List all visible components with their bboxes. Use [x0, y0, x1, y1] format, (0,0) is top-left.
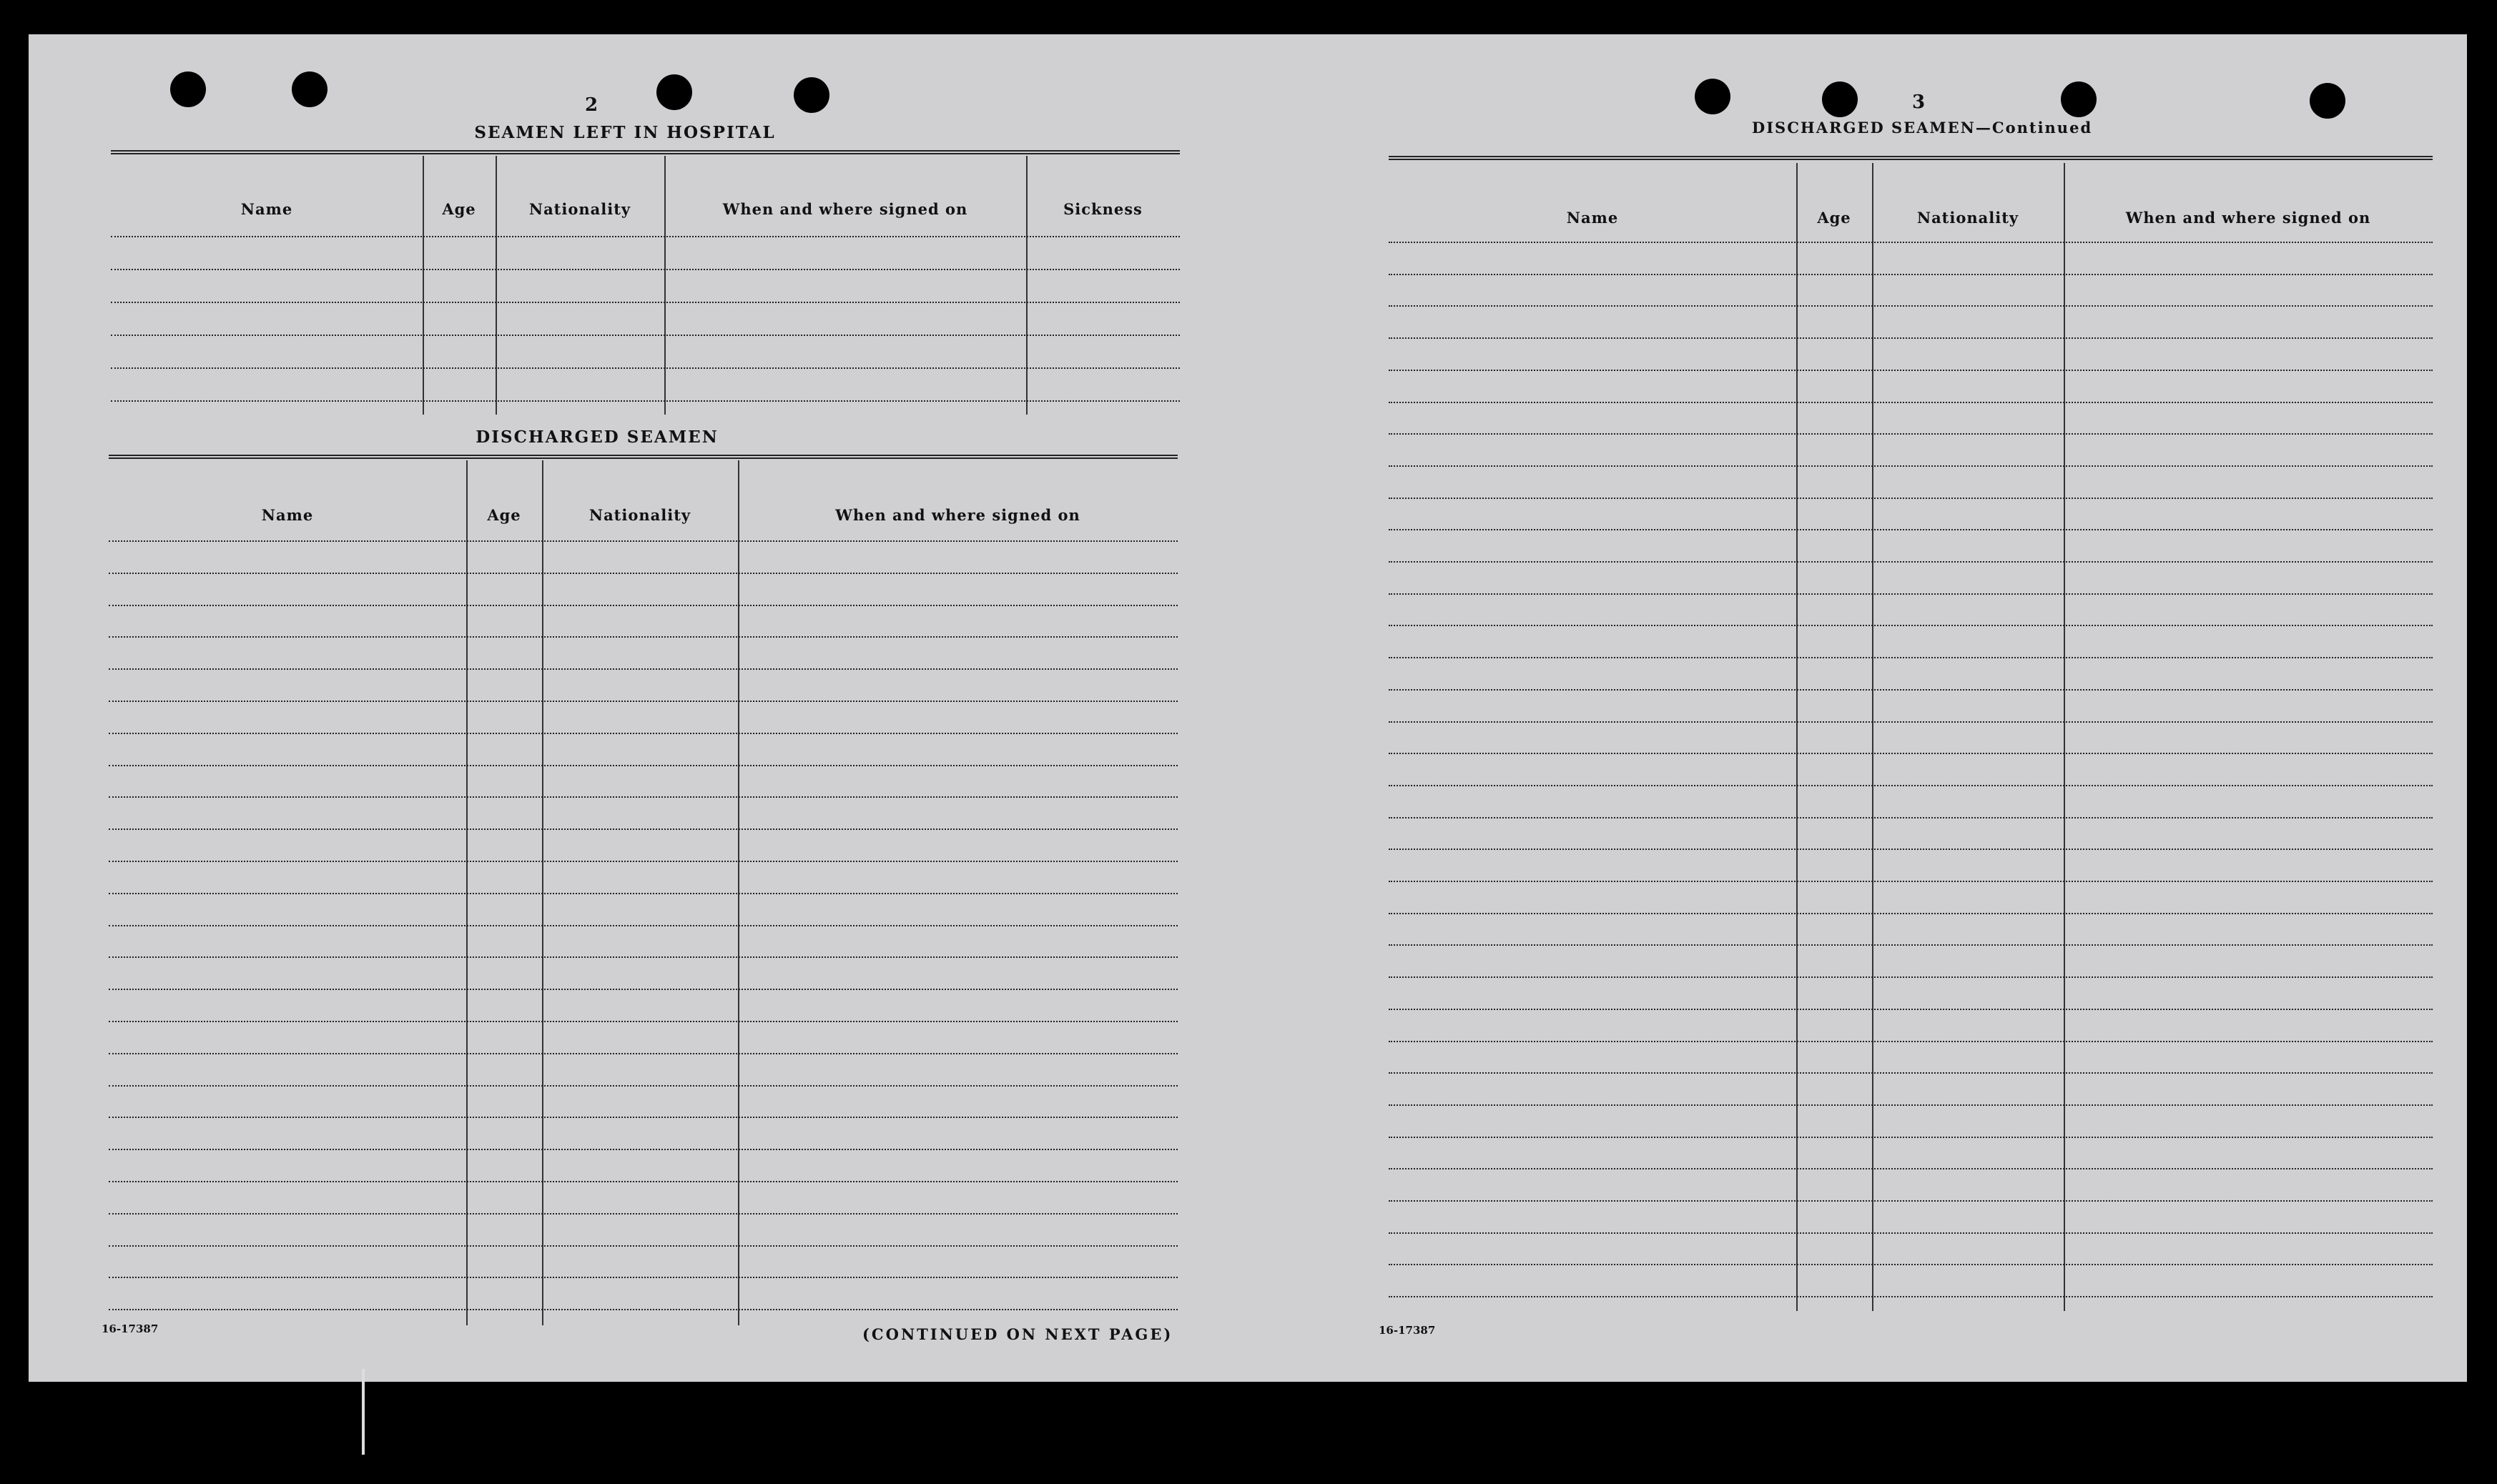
table-row-line	[1389, 1041, 2433, 1042]
table-row-line	[109, 636, 1178, 638]
column-header: When and where signed on	[835, 506, 1080, 524]
punch-hole	[1695, 79, 1730, 114]
column-divider	[2064, 163, 2065, 1311]
column-divider	[496, 156, 497, 415]
table-row-line	[109, 1117, 1178, 1118]
table-row-line	[1389, 881, 2433, 882]
punch-hole	[2310, 83, 2345, 119]
table-row-line	[1389, 689, 2433, 691]
column-header: When and where signed on	[722, 200, 968, 218]
table-row-line	[109, 925, 1178, 926]
table-row-line	[1389, 561, 2433, 563]
continued-note: (CONTINUED ON NEXT PAGE)	[862, 1325, 1173, 1343]
table-row-line	[1389, 402, 2433, 403]
table-row-line	[109, 1213, 1178, 1215]
table-row-line	[109, 668, 1178, 670]
table-row-line	[1389, 1072, 2433, 1074]
table-row-line	[109, 765, 1178, 766]
table-row-line	[1389, 657, 2433, 658]
table-row-line	[1389, 1009, 2433, 1010]
table-row-line	[1389, 1296, 2433, 1297]
table-row-line	[1389, 1200, 2433, 1202]
table-row-line	[1389, 721, 2433, 723]
column-divider	[423, 156, 424, 415]
table-row-line	[111, 400, 1180, 402]
table-row-line	[111, 302, 1180, 303]
column-divider	[1872, 163, 1873, 1311]
column-divider	[1796, 163, 1798, 1311]
table-row-line	[109, 1085, 1178, 1087]
punch-hole	[2061, 81, 2097, 117]
column-header: When and where signed on	[2125, 209, 2371, 227]
table-row-line	[1389, 1168, 2433, 1169]
hospital-table	[111, 156, 1180, 415]
table-row-line	[111, 335, 1180, 336]
table-row-line	[1389, 1104, 2433, 1106]
table-row-line	[109, 796, 1178, 798]
punch-hole	[170, 71, 206, 107]
form-number-left: 16-17387	[102, 1322, 159, 1335]
discharged-continued-table	[1389, 163, 2433, 1311]
column-header: Age	[487, 506, 521, 524]
table-row-line	[1389, 817, 2433, 818]
discharged-continued-top-rule	[1389, 156, 2433, 160]
table-row-line	[111, 269, 1180, 270]
table-row-line	[109, 893, 1178, 894]
column-header: Name	[1566, 209, 1619, 227]
table-row-line	[1389, 274, 2433, 275]
table-row-line	[111, 367, 1180, 369]
table-row-line	[109, 956, 1178, 958]
table-row-line	[109, 989, 1178, 990]
table-row-line	[1389, 370, 2433, 371]
column-header: Age	[442, 200, 476, 218]
table-row-line	[109, 828, 1178, 830]
table-row-line	[109, 733, 1178, 734]
table-row-line	[109, 1309, 1178, 1310]
form-number-right: 16-17387	[1379, 1324, 1436, 1337]
table-row-line	[109, 1277, 1178, 1278]
table-row-line	[109, 1021, 1178, 1022]
table-row-line	[1389, 465, 2433, 467]
table-row-line	[109, 540, 1178, 542]
table-row-line	[1389, 849, 2433, 850]
column-divider	[1026, 156, 1028, 415]
column-header: Nationality	[1916, 209, 2019, 227]
table-row-line	[1389, 529, 2433, 530]
table-row-line	[1389, 337, 2433, 339]
table-row-line	[1389, 753, 2433, 754]
table-row-line	[1389, 1137, 2433, 1138]
discharged-table	[109, 460, 1178, 1325]
page-number-left: 2	[585, 94, 599, 116]
punch-hole	[656, 74, 692, 110]
table-row-line	[1389, 593, 2433, 595]
binder-clip	[362, 1369, 365, 1455]
table-row-line	[1389, 498, 2433, 499]
column-divider	[664, 156, 666, 415]
discharged-continued-title: DISCHARGED SEAMEN—Continued	[1752, 119, 2093, 137]
page-number-right: 3	[1912, 91, 1926, 113]
table-row-line	[109, 1053, 1178, 1054]
table-row-line	[1389, 1264, 2433, 1265]
table-row-line	[109, 861, 1178, 862]
table-row-line	[111, 236, 1180, 237]
table-row-line	[109, 701, 1178, 702]
table-row-line	[1389, 785, 2433, 786]
column-header: Nationality	[588, 506, 691, 524]
table-row-line	[1389, 913, 2433, 914]
punch-hole	[292, 71, 327, 107]
table-row-line	[1389, 305, 2433, 307]
column-header: Name	[240, 200, 293, 218]
column-header: Age	[1817, 209, 1851, 227]
table-row-line	[109, 1149, 1178, 1150]
table-row-line	[1389, 1232, 2433, 1234]
table-row-line	[1389, 976, 2433, 978]
discharged-top-rule	[109, 455, 1178, 459]
punch-hole	[1822, 81, 1858, 117]
table-row-line	[1389, 433, 2433, 435]
hospital-top-rule	[111, 150, 1180, 154]
column-header: Name	[261, 506, 314, 524]
discharged-section-title: DISCHARGED SEAMEN	[476, 427, 719, 447]
table-row-line	[109, 605, 1178, 606]
table-row-line	[109, 1245, 1178, 1247]
punch-hole	[794, 77, 829, 113]
table-row-line	[1389, 625, 2433, 626]
table-row-line	[109, 573, 1178, 574]
hospital-section-title: SEAMEN LEFT IN HOSPITAL	[474, 123, 776, 142]
column-header: Nationality	[528, 200, 631, 218]
table-row-line	[109, 1181, 1178, 1182]
form-sheet	[29, 34, 2467, 1382]
table-row-line	[1389, 242, 2433, 243]
column-header: Sickness	[1063, 200, 1143, 218]
table-row-line	[1389, 944, 2433, 946]
